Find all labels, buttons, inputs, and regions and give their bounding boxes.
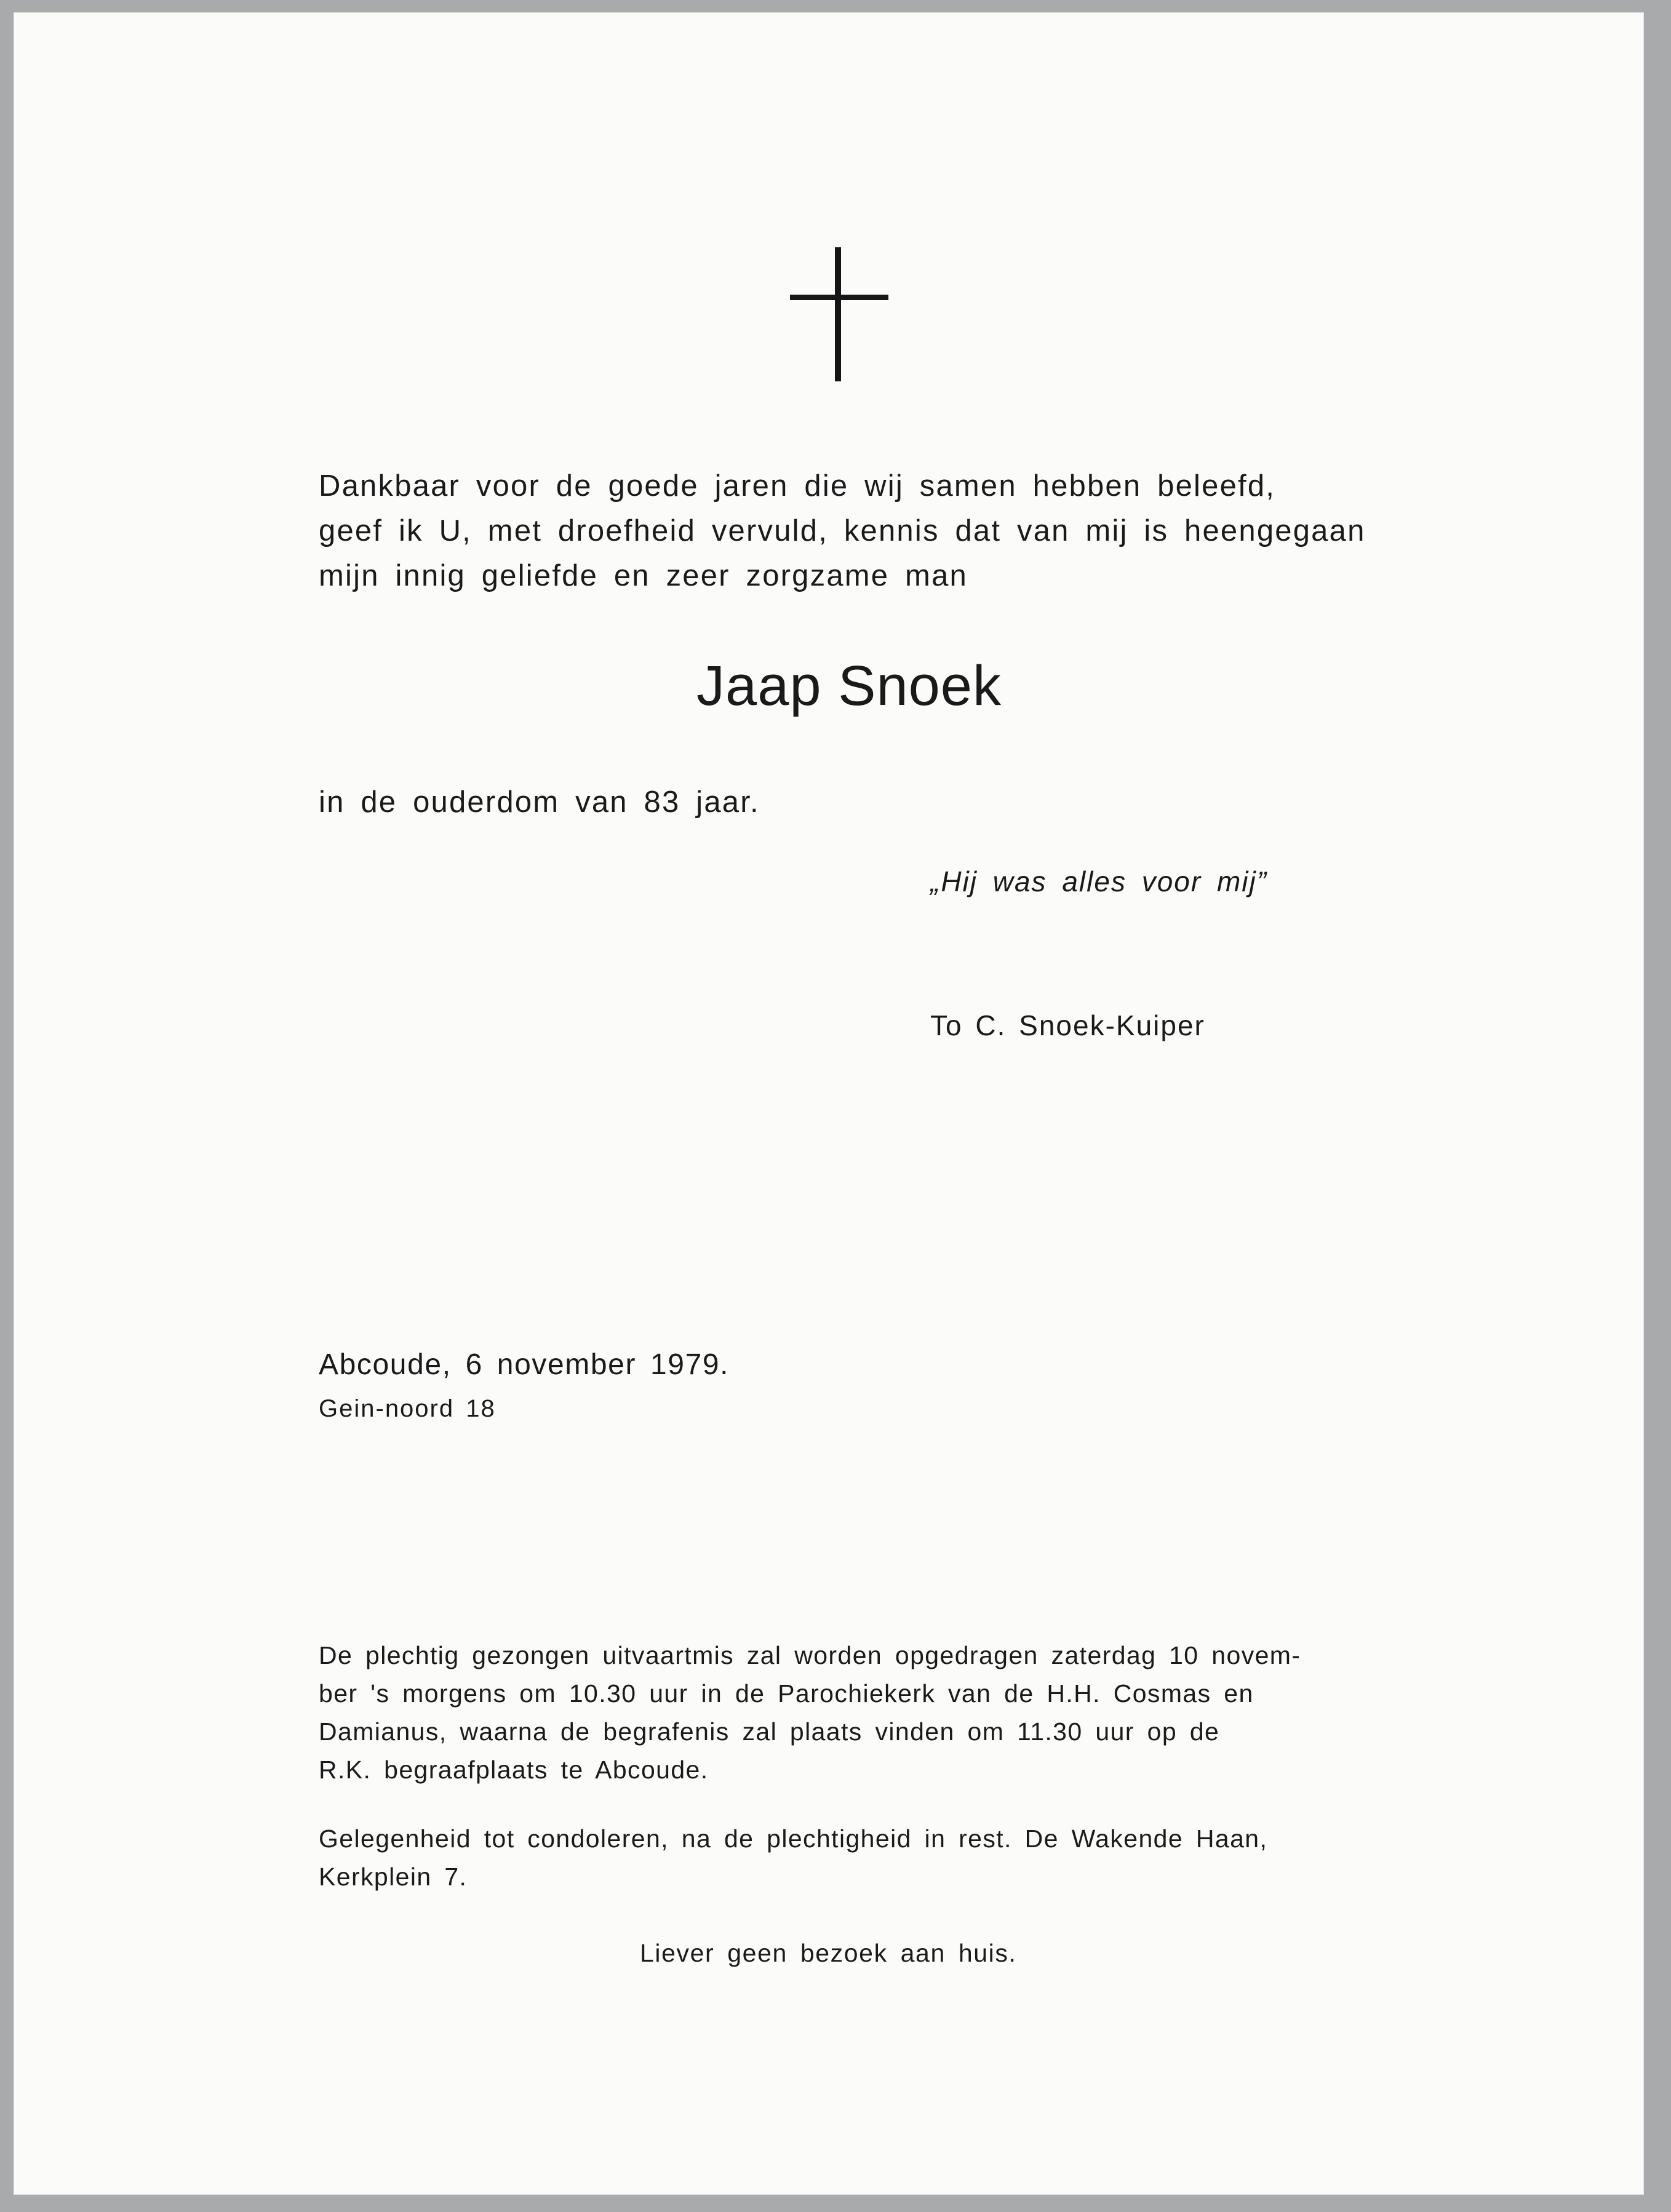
address: Gein-noord 18 (319, 1395, 496, 1422)
intro-line: Dankbaar voor de goede jaren die wij samen hebben beleefd, (319, 469, 1276, 503)
place-date: Abcoude, 6 november 1979. (319, 1348, 730, 1381)
mourning-card (14, 12, 1644, 2195)
age-line: in de ouderdom van 83 jaar. (319, 786, 760, 819)
cross-icon (790, 247, 888, 381)
funeral-line: De plechtig gezongen uitvaartmis zal worden opgedragen zaterdag 10 novem- (319, 1641, 1301, 1669)
funeral-line: Damianus, waarna de begrafenis zal plaats vinden om 11.30 uur op de (319, 1717, 1220, 1746)
funeral-details (319, 1636, 1301, 1789)
memorial-quote: „Hij was alles voor mij” (930, 865, 1268, 897)
cross-vertical-bar (835, 247, 841, 381)
intro-text (319, 464, 1366, 599)
signature: To C. Snoek-Kuiper (930, 1009, 1205, 1041)
funeral-line: ber 's morgens om 10.30 uur in de Parochiekerk van de H.H. Cosmas en (319, 1679, 1254, 1708)
cross-horizontal-bar (790, 295, 888, 300)
funeral-line: R.K. begraafplaats te Abcoude. (319, 1756, 709, 1784)
condolence-line: Gelegenheid tot condoleren, na de plechtigheid in rest. De Wakende Haan, (319, 1824, 1268, 1853)
deceased-name: Jaap Snoek (696, 654, 1002, 717)
intro-line: mijn innig geliefde en zeer zorgzame man (319, 559, 968, 592)
condolence-details (319, 1820, 1267, 1896)
intro-line: geef ik U, met droefheid vervuld, kennis dat van mij is heengegaan (319, 514, 1366, 547)
closing-note: Liever geen bezoek aan huis. (640, 1939, 1017, 1967)
condolence-line: Kerkplein 7. (319, 1863, 468, 1891)
